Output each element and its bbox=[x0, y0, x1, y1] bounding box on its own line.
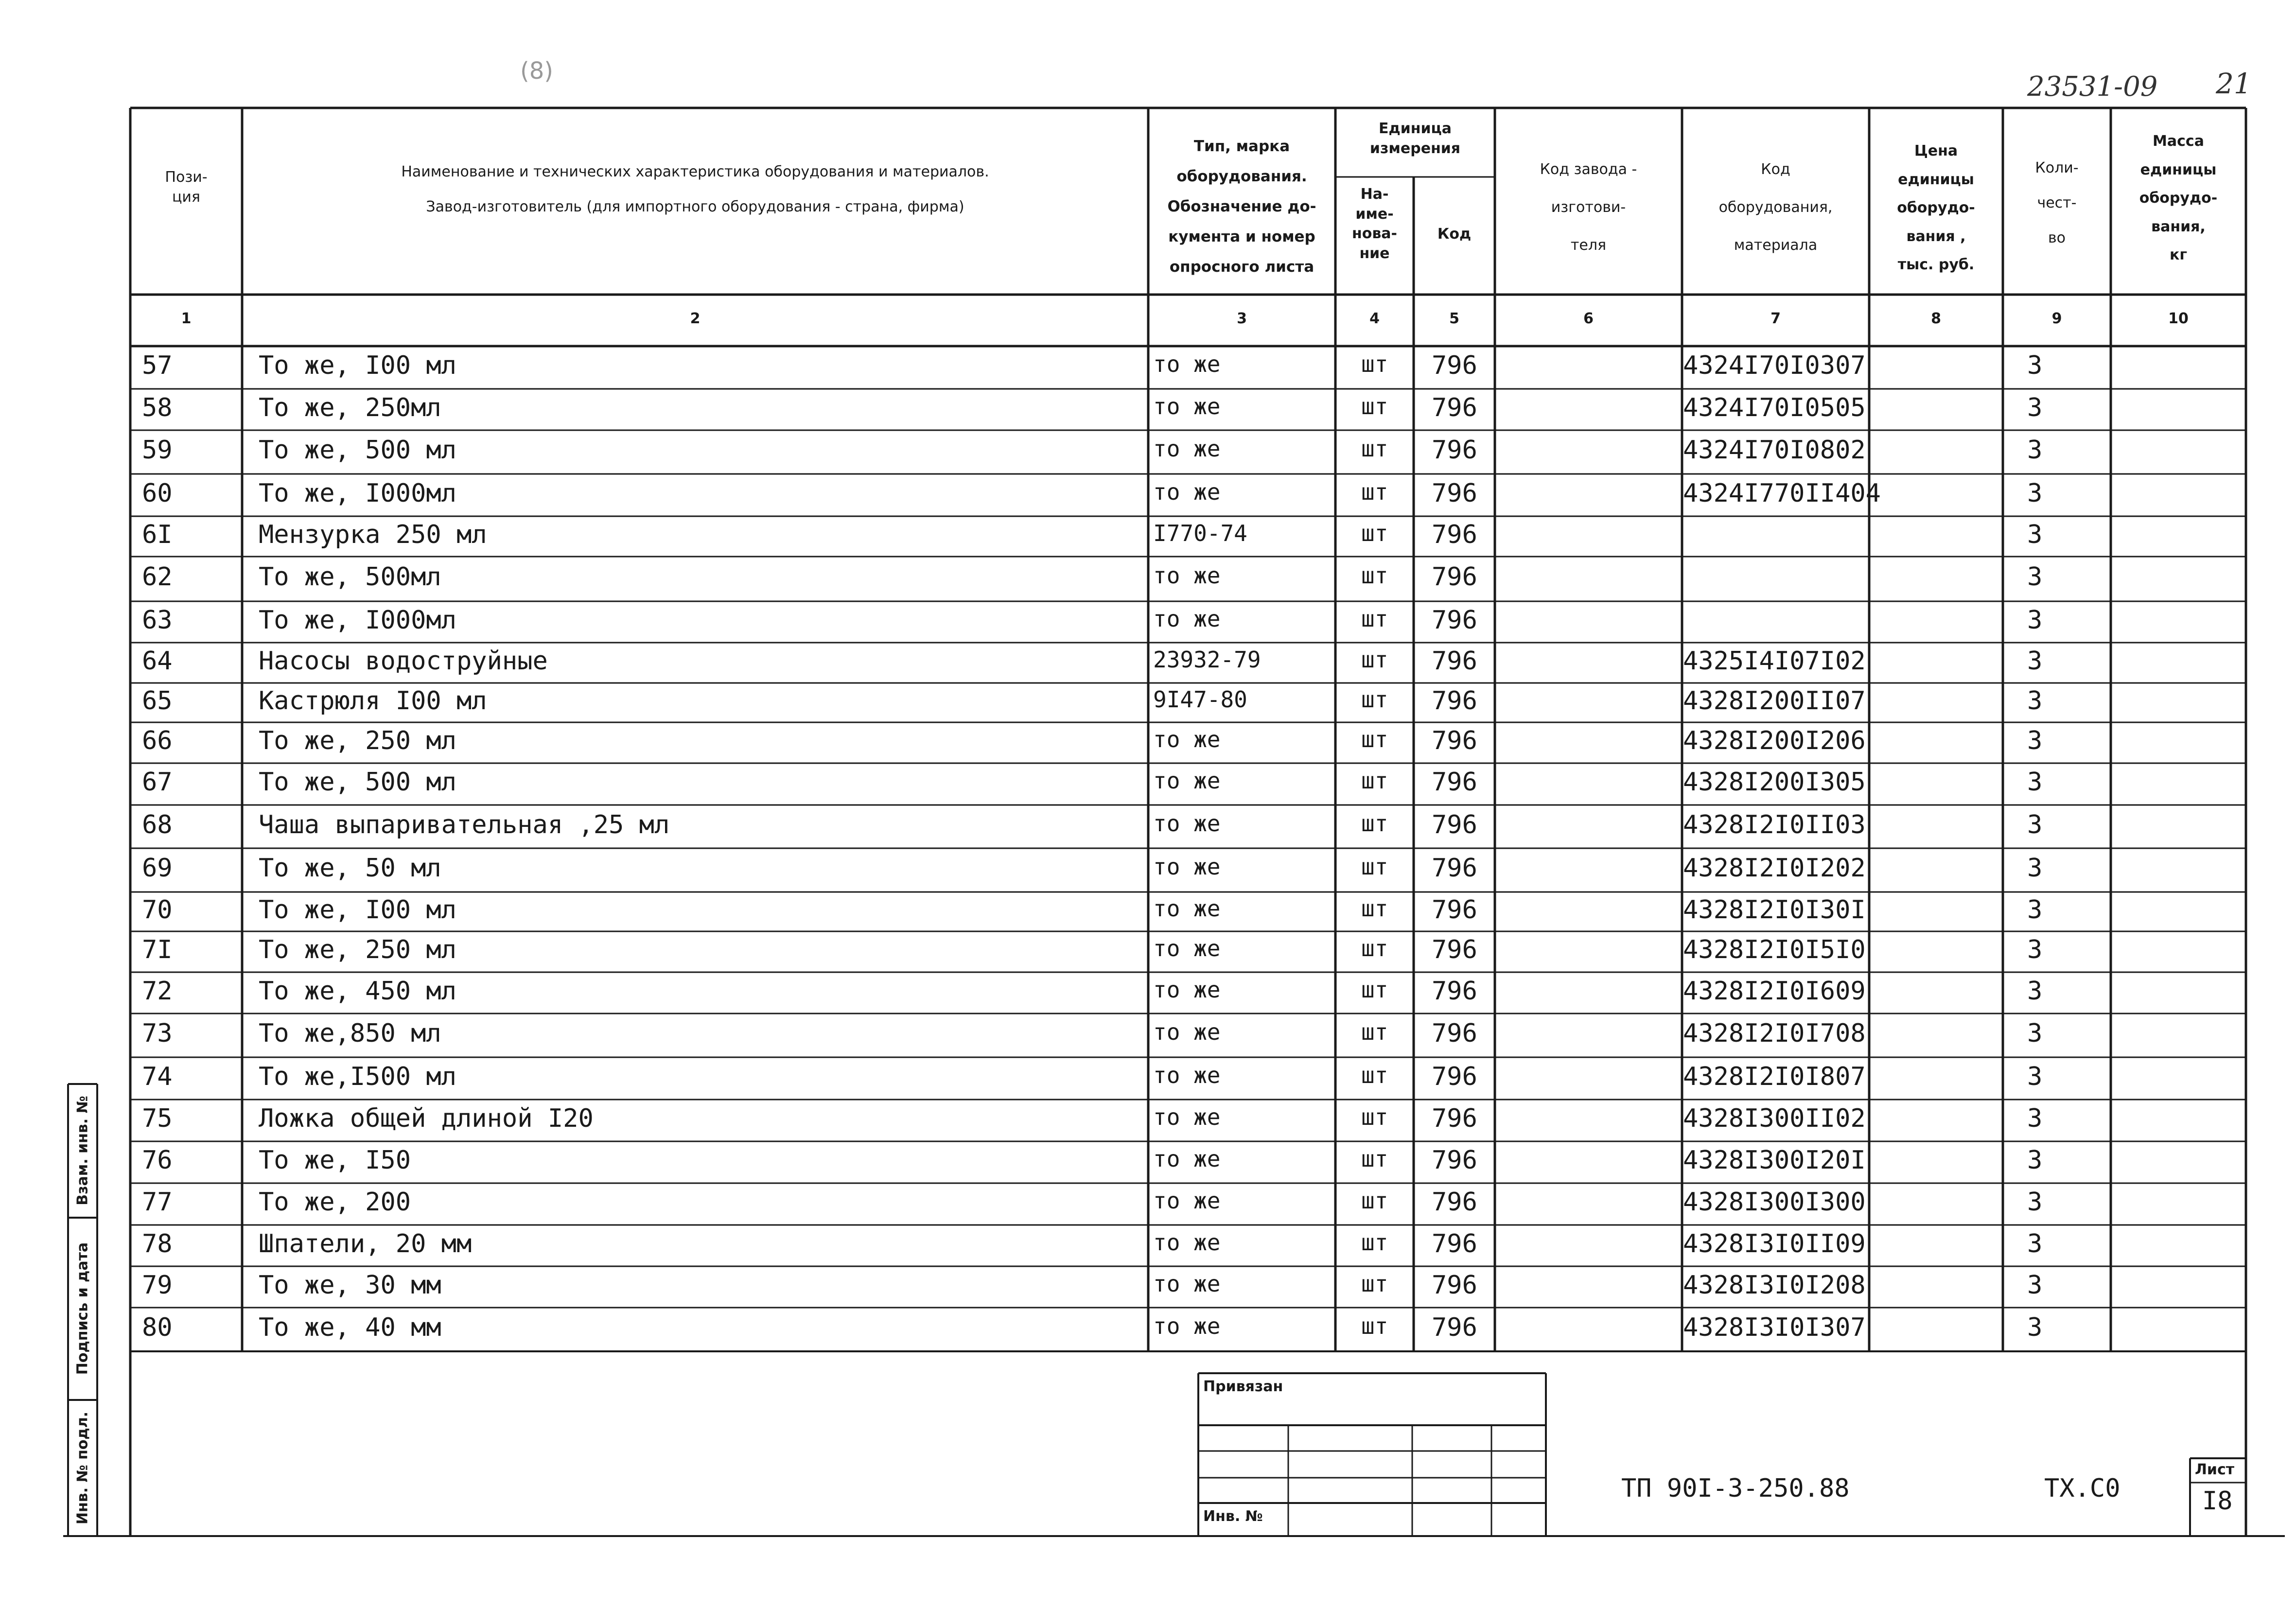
quantity-cell: 3 bbox=[2027, 1019, 2043, 1048]
quantity-cell: 3 bbox=[2027, 647, 2043, 676]
unit-code-cell: 796 bbox=[1432, 606, 1477, 635]
quantity-cell: 3 bbox=[2027, 854, 2043, 883]
header-type: Тип, марка оборудования. Обозначение до- кумента и номер опросного листа bbox=[1167, 138, 1316, 276]
unit-name-cell: шт bbox=[1361, 1188, 1388, 1214]
quantity-cell: 3 bbox=[2027, 686, 2043, 716]
type-cell: то же bbox=[1153, 1313, 1221, 1339]
name-cell: То же,I500 мл bbox=[259, 1062, 456, 1091]
sheet-corner-number: 21 bbox=[2216, 67, 2252, 100]
table-row bbox=[130, 1141, 2246, 1183]
table-row bbox=[130, 805, 2246, 848]
unit-code-cell: 796 bbox=[1432, 895, 1477, 925]
position-cell: 66 bbox=[142, 726, 173, 755]
header-unit-code: Код bbox=[1437, 226, 1472, 243]
unit-name-cell: шт bbox=[1361, 606, 1388, 632]
table-row bbox=[130, 430, 2246, 474]
name-cell: То же, 500 мл bbox=[259, 436, 456, 465]
col-number-9: 9 bbox=[2051, 310, 2062, 327]
col-number-1: 1 bbox=[181, 310, 192, 327]
position-cell: 74 bbox=[142, 1062, 173, 1091]
type-cell: то же bbox=[1153, 1019, 1221, 1045]
name-cell: Мензурка 250 мл bbox=[259, 520, 487, 549]
col-number-4: 4 bbox=[1369, 310, 1380, 327]
unit-name-cell: шт bbox=[1361, 726, 1388, 752]
quantity-cell: 3 bbox=[2027, 1104, 2043, 1133]
position-cell: 80 bbox=[142, 1313, 173, 1342]
unit-name-cell: шт bbox=[1361, 562, 1388, 589]
unit-name-cell: шт bbox=[1361, 1062, 1388, 1088]
type-cell: то же bbox=[1153, 977, 1221, 1003]
equipment-code-cell: 4328I300II02 bbox=[1683, 1104, 1866, 1133]
quantity-cell: 3 bbox=[2027, 351, 2043, 380]
equipment-code-cell: 4328I2I0II03 bbox=[1683, 810, 1866, 839]
type-cell: то же bbox=[1153, 1229, 1221, 1256]
position-cell: 7I bbox=[142, 935, 173, 964]
header-factory-code: Код завода - изготови- теля bbox=[1540, 161, 1637, 254]
unit-name-cell: шт bbox=[1361, 520, 1388, 546]
stamp-inv-label: Инв. № bbox=[1203, 1508, 1263, 1525]
table-row bbox=[130, 722, 2246, 763]
type-cell: то же bbox=[1153, 726, 1221, 752]
type-cell: то же bbox=[1153, 606, 1221, 632]
quantity-cell: 3 bbox=[2027, 895, 2043, 925]
quantity-cell: 3 bbox=[2027, 1271, 2043, 1300]
quantity-cell: 3 bbox=[2027, 1188, 2043, 1217]
type-cell: то же bbox=[1153, 1188, 1221, 1214]
name-cell: То же, 450 мл bbox=[259, 977, 456, 1006]
unit-name-cell: шт bbox=[1361, 647, 1388, 673]
unit-code-cell: 796 bbox=[1432, 647, 1477, 676]
unit-code-cell: 796 bbox=[1432, 768, 1477, 797]
name-cell: То же, I00 мл bbox=[259, 351, 456, 380]
equipment-code-cell: 4324I70I0505 bbox=[1683, 393, 1866, 422]
unit-code-cell: 796 bbox=[1432, 1019, 1477, 1048]
quantity-cell: 3 bbox=[2027, 810, 2043, 839]
unit-name-cell: шт bbox=[1361, 854, 1388, 880]
name-cell: Чаша выпаривательная ,25 мл bbox=[259, 810, 670, 839]
quantity-cell: 3 bbox=[2027, 977, 2043, 1006]
position-cell: 75 bbox=[142, 1104, 173, 1133]
header-unit-name: На- име- нова- ние bbox=[1351, 186, 1398, 262]
equipment-code-cell: 4328I2I0I708 bbox=[1683, 1019, 1866, 1048]
table-row bbox=[130, 643, 2246, 683]
unit-code-cell: 796 bbox=[1432, 1271, 1477, 1300]
document-code: ТП 90I-3-250.88 bbox=[1621, 1474, 1850, 1503]
position-cell: 62 bbox=[142, 562, 173, 592]
quantity-cell: 3 bbox=[2027, 935, 2043, 964]
unit-code-cell: 796 bbox=[1432, 520, 1477, 549]
type-cell: то же bbox=[1153, 1271, 1221, 1297]
type-cell: то же bbox=[1153, 768, 1221, 794]
type-cell: то же bbox=[1153, 1104, 1221, 1130]
table-row bbox=[130, 474, 2246, 516]
unit-name-cell: шт bbox=[1361, 935, 1388, 961]
quantity-cell: 3 bbox=[2027, 479, 2043, 508]
equipment-code-cell: 4328I200II07 bbox=[1683, 686, 1866, 716]
position-cell: 78 bbox=[142, 1229, 173, 1258]
type-cell: 9I47-80 bbox=[1153, 686, 1247, 713]
position-cell: 69 bbox=[142, 854, 173, 883]
unit-name-cell: шт bbox=[1361, 768, 1388, 794]
position-cell: 70 bbox=[142, 895, 173, 925]
table-row bbox=[130, 848, 2246, 892]
section-code: ТХ.С0 bbox=[2044, 1474, 2121, 1503]
unit-name-cell: шт bbox=[1361, 810, 1388, 837]
equipment-code-cell: 4328I300I300 bbox=[1683, 1188, 1866, 1217]
quantity-cell: 3 bbox=[2027, 726, 2043, 755]
name-cell: То же, I00 мл bbox=[259, 895, 456, 925]
table-row bbox=[130, 601, 2246, 643]
table-row bbox=[130, 1225, 2246, 1266]
unit-code-cell: 796 bbox=[1432, 1062, 1477, 1091]
position-cell: 60 bbox=[142, 479, 173, 508]
col-number-2: 2 bbox=[690, 310, 701, 327]
name-cell: То же, I50 bbox=[259, 1146, 411, 1175]
table-row bbox=[130, 389, 2246, 430]
name-cell: То же, 250 мл bbox=[259, 935, 456, 964]
equipment-code-cell: 4324I770II404 bbox=[1683, 479, 1881, 508]
col-number-7: 7 bbox=[1770, 310, 1781, 327]
header-position: Пози- ция bbox=[165, 169, 208, 206]
type-cell: то же bbox=[1153, 436, 1221, 462]
header-mass: Масса единицы оборудо- вания, кг bbox=[2139, 133, 2218, 263]
equipment-code-cell: 4328I3I0I208 bbox=[1683, 1271, 1866, 1300]
header-equipment-code: Код оборудования, материала bbox=[1718, 161, 1833, 254]
col-number-3: 3 bbox=[1237, 310, 1247, 327]
type-cell: то же bbox=[1153, 393, 1221, 419]
unit-code-cell: 796 bbox=[1432, 1188, 1477, 1217]
name-cell: То же, I000мл bbox=[259, 479, 456, 508]
equipment-code-cell: 4324I70I0802 bbox=[1683, 436, 1866, 465]
unit-name-cell: шт bbox=[1361, 479, 1388, 505]
name-cell: То же,850 мл bbox=[259, 1019, 441, 1048]
name-cell: То же, 50 мл bbox=[259, 854, 441, 883]
name-cell: То же, 250мл bbox=[259, 393, 441, 422]
equipment-code-cell: 4328I2I0I5I0 bbox=[1683, 935, 1866, 964]
type-cell: то же bbox=[1153, 479, 1221, 505]
unit-name-cell: шт bbox=[1361, 977, 1388, 1003]
header-unit-group: Единица измерения bbox=[1369, 120, 1461, 157]
unit-code-cell: 796 bbox=[1432, 1313, 1477, 1342]
equipment-code-cell: 4328I3I0II09 bbox=[1683, 1229, 1866, 1258]
page-mark: (8) bbox=[520, 57, 553, 85]
table-row bbox=[130, 931, 2246, 972]
type-cell: то же bbox=[1153, 810, 1221, 837]
table-row bbox=[130, 1308, 2246, 1351]
position-cell: 67 bbox=[142, 768, 173, 797]
type-cell: I770-74 bbox=[1153, 520, 1247, 546]
unit-code-cell: 796 bbox=[1432, 1229, 1477, 1258]
type-cell: то же bbox=[1153, 895, 1221, 922]
quantity-cell: 3 bbox=[2027, 768, 2043, 797]
name-cell: Ложка общей длиной I20 bbox=[259, 1104, 594, 1133]
equipment-code-cell: 4328I2I0I609 bbox=[1683, 977, 1866, 1006]
equipment-code-cell: 4328I2I0I807 bbox=[1683, 1062, 1866, 1091]
table-row bbox=[130, 1014, 2246, 1057]
equipment-code-cell: 4328I2I0I202 bbox=[1683, 854, 1866, 883]
position-cell: 63 bbox=[142, 606, 173, 635]
position-cell: 77 bbox=[142, 1188, 173, 1217]
sheet-number: I8 bbox=[2202, 1486, 2233, 1516]
unit-code-cell: 796 bbox=[1432, 1104, 1477, 1133]
unit-name-cell: шт bbox=[1361, 1271, 1388, 1297]
margin-label-signature-date: Подпись и дата bbox=[74, 1242, 91, 1375]
header-quantity: Коли- чест- во bbox=[2035, 159, 2079, 246]
quantity-cell: 3 bbox=[2027, 1229, 2043, 1258]
quantity-cell: 3 bbox=[2027, 1146, 2043, 1175]
type-cell: то же bbox=[1153, 1146, 1221, 1172]
equipment-code-cell: 4324I70I0307 bbox=[1683, 351, 1866, 380]
table-row bbox=[130, 763, 2246, 805]
position-cell: 76 bbox=[142, 1146, 173, 1175]
type-cell: то же bbox=[1153, 562, 1221, 589]
table-row bbox=[130, 892, 2246, 931]
equipment-code-cell: 4328I2I0I30I bbox=[1683, 895, 1866, 925]
unit-code-cell: 796 bbox=[1432, 393, 1477, 422]
table-row bbox=[130, 972, 2246, 1014]
unit-name-cell: шт bbox=[1361, 1229, 1388, 1256]
name-cell: То же, I000мл bbox=[259, 606, 456, 635]
equipment-code-cell: 4328I3I0I307 bbox=[1683, 1313, 1866, 1342]
name-cell: То же, 200 bbox=[259, 1188, 411, 1217]
unit-name-cell: шт bbox=[1361, 1146, 1388, 1172]
type-cell: 23932-79 bbox=[1153, 647, 1261, 673]
quantity-cell: 3 bbox=[2027, 562, 2043, 592]
unit-name-cell: шт bbox=[1361, 436, 1388, 462]
unit-code-cell: 796 bbox=[1432, 436, 1477, 465]
table-row bbox=[130, 1100, 2246, 1141]
equipment-code-cell: 4328I200I206 bbox=[1683, 726, 1866, 755]
quantity-cell: 3 bbox=[2027, 606, 2043, 635]
unit-name-cell: шт bbox=[1361, 393, 1388, 419]
type-cell: то же bbox=[1153, 935, 1221, 961]
unit-name-cell: шт bbox=[1361, 1313, 1388, 1339]
unit-code-cell: 796 bbox=[1432, 854, 1477, 883]
col-number-10: 10 bbox=[2168, 310, 2189, 327]
name-cell: Кастрюля I00 мл bbox=[259, 686, 487, 716]
unit-name-cell: шт bbox=[1361, 351, 1388, 377]
margin-label-replaced-inv: Взам. инв. № bbox=[74, 1096, 91, 1206]
position-cell: 65 bbox=[142, 686, 173, 716]
table-row bbox=[130, 516, 2246, 557]
table-row bbox=[130, 683, 2246, 722]
name-cell: То же, 250 мл bbox=[259, 726, 456, 755]
type-cell: то же bbox=[1153, 1062, 1221, 1088]
quantity-cell: 3 bbox=[2027, 393, 2043, 422]
unit-code-cell: 796 bbox=[1432, 351, 1477, 380]
header-price: Цена единицы оборудо- вания , тыс. руб. bbox=[1897, 142, 1975, 273]
unit-code-cell: 796 bbox=[1432, 977, 1477, 1006]
equipment-code-cell: 4328I200I305 bbox=[1683, 768, 1866, 797]
unit-name-cell: шт bbox=[1361, 895, 1388, 922]
unit-name-cell: шт bbox=[1361, 686, 1388, 713]
quantity-cell: 3 bbox=[2027, 1062, 2043, 1091]
unit-code-cell: 796 bbox=[1432, 479, 1477, 508]
name-cell: Насосы водоструйные bbox=[259, 647, 548, 676]
col-number-8: 8 bbox=[1931, 310, 1941, 327]
name-cell: То же, 30 мм bbox=[259, 1271, 441, 1300]
name-cell: То же, 500мл bbox=[259, 562, 441, 592]
quantity-cell: 3 bbox=[2027, 520, 2043, 549]
table-row bbox=[130, 1183, 2246, 1225]
position-cell: 59 bbox=[142, 436, 173, 465]
position-cell: 73 bbox=[142, 1019, 173, 1048]
unit-code-cell: 796 bbox=[1432, 810, 1477, 839]
unit-name-cell: шт bbox=[1361, 1019, 1388, 1045]
col-number-6: 6 bbox=[1583, 310, 1594, 327]
name-cell: То же, 40 мм bbox=[259, 1313, 441, 1342]
position-cell: 6I bbox=[142, 520, 173, 549]
type-cell: то же bbox=[1153, 351, 1221, 377]
table-row bbox=[130, 1057, 2246, 1100]
unit-name-cell: шт bbox=[1361, 1104, 1388, 1130]
position-cell: 58 bbox=[142, 393, 173, 422]
table-row bbox=[130, 1266, 2246, 1308]
equipment-code-cell: 4328I300I20I bbox=[1683, 1146, 1866, 1175]
table-row bbox=[130, 557, 2246, 601]
equipment-code-cell: 4325I4I07I02 bbox=[1683, 647, 1866, 676]
document-number: 23531-09 bbox=[2027, 71, 2158, 103]
unit-code-cell: 796 bbox=[1432, 1146, 1477, 1175]
table-row bbox=[130, 346, 2246, 389]
unit-code-cell: 796 bbox=[1432, 562, 1477, 592]
position-cell: 68 bbox=[142, 810, 173, 839]
quantity-cell: 3 bbox=[2027, 436, 2043, 465]
name-cell: То же, 500 мл bbox=[259, 768, 456, 797]
sheet-label: Лист bbox=[2195, 1461, 2235, 1478]
stamp-bound-label: Привязан bbox=[1203, 1378, 1283, 1395]
unit-code-cell: 796 bbox=[1432, 686, 1477, 716]
unit-code-cell: 796 bbox=[1432, 935, 1477, 964]
col-number-5: 5 bbox=[1449, 310, 1459, 327]
header-name: Наименование и технических характеристика оборудования и материалов. Завод-изготовитель (для импортного оборудования - страна, фирма) bbox=[401, 163, 989, 215]
position-cell: 79 bbox=[142, 1271, 173, 1300]
quantity-cell: 3 bbox=[2027, 1313, 2043, 1342]
type-cell: то же bbox=[1153, 854, 1221, 880]
position-cell: 72 bbox=[142, 977, 173, 1006]
position-cell: 64 bbox=[142, 647, 173, 676]
position-cell: 57 bbox=[142, 351, 173, 380]
unit-code-cell: 796 bbox=[1432, 726, 1477, 755]
name-cell: Шпатели, 20 мм bbox=[259, 1229, 472, 1258]
margin-label-original-inv: Инв. № подл. bbox=[74, 1411, 91, 1525]
